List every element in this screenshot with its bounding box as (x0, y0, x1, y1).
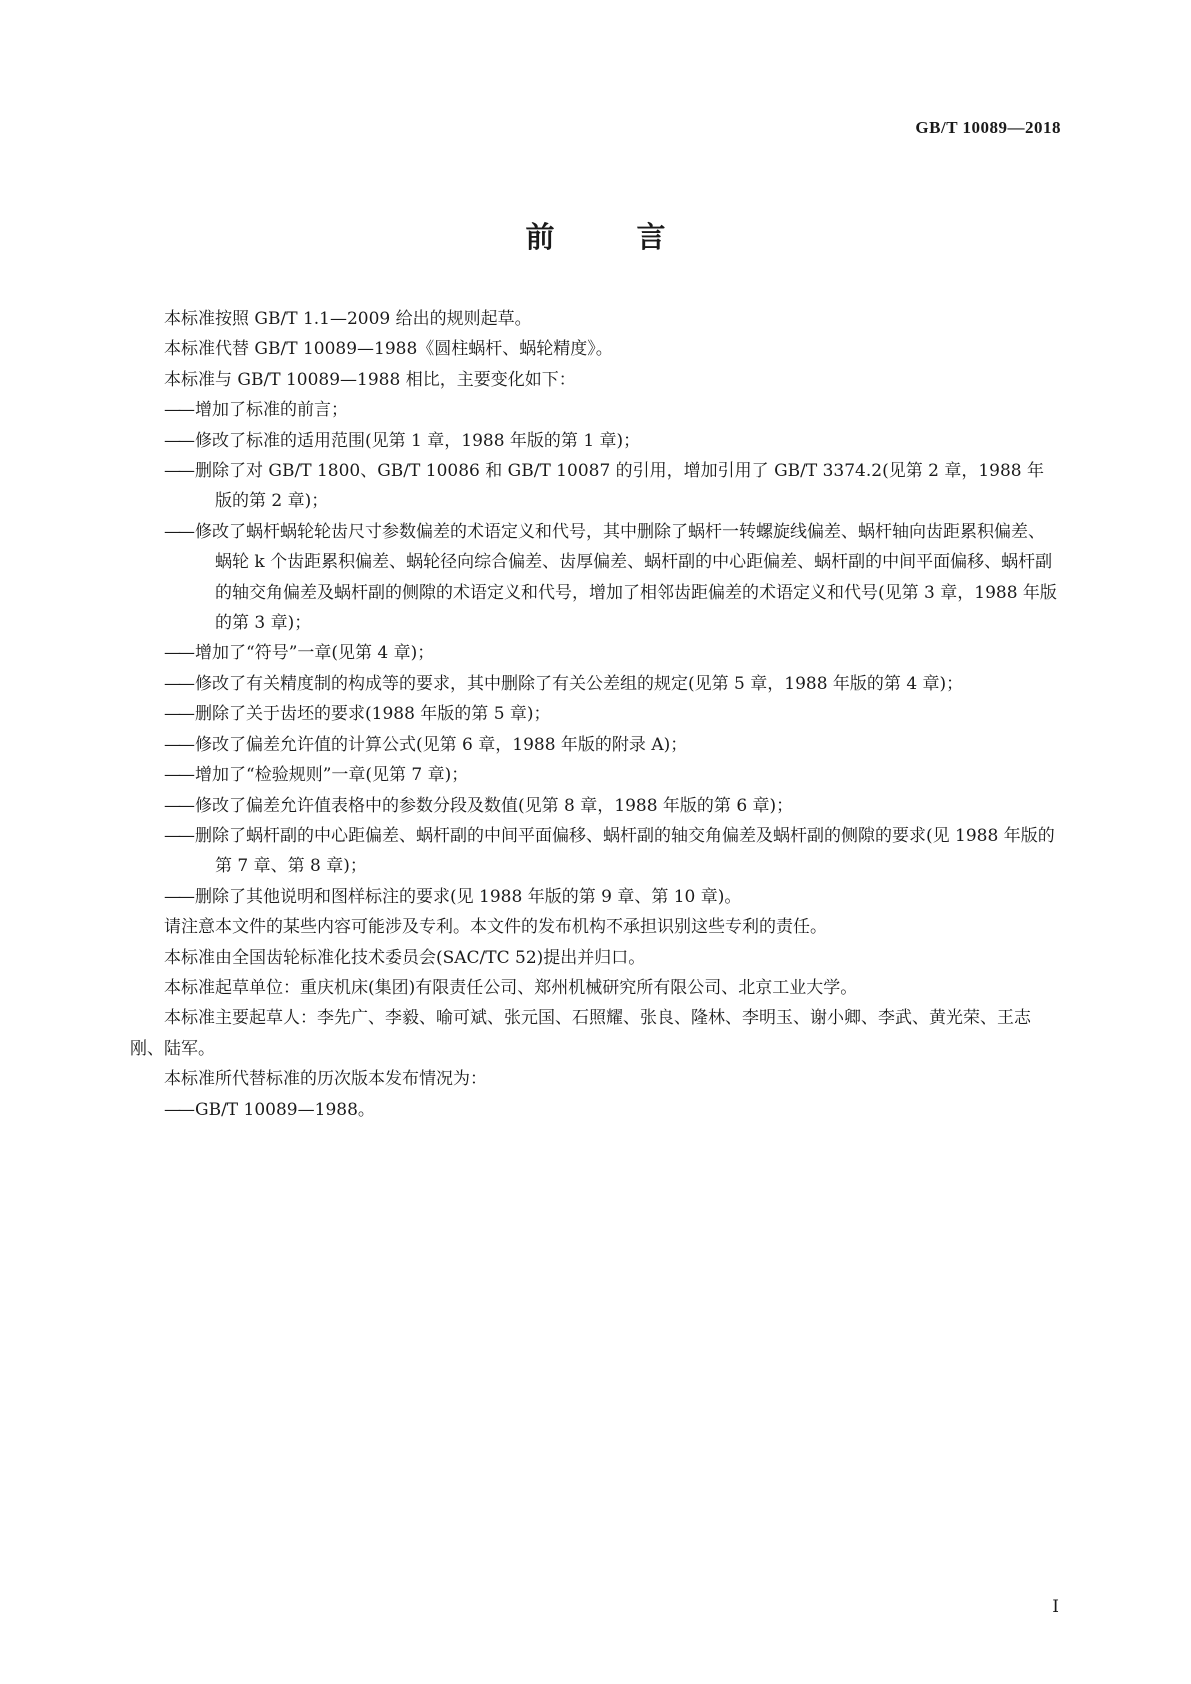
list-item-text: 删除了其他说明和图样标注的要求(见 1988 年版的第 9 章、第 10 章)。 (195, 886, 742, 907)
list-item (164, 638, 1060, 668)
dash-marker: —— (164, 765, 192, 786)
list-item (164, 760, 1060, 790)
dash-marker: —— (164, 461, 192, 482)
list-item-text: 修改了标准的适用范围(见第 1 章，1988 年版的第 1 章)； (195, 430, 641, 451)
list-item-text: 修改了有关精度制的构成等的要求，其中删除了有关公差组的规定(见第 5 章，1988 年版的第 4 章)； (195, 673, 964, 694)
list-item (164, 791, 1060, 821)
list-item (164, 730, 1060, 760)
list-item-text: 修改了偏差允许值表格中的参数分段及数值(见第 8 章，1988 年版的第 6 章)； (195, 795, 794, 816)
dash-marker: —— (164, 886, 192, 907)
list-item (164, 517, 1060, 639)
drafting-organizations: 本标准起草单位：重庆机床(集团)有限责任公司、郑州机械研究所有限公司、北京工业大学。 (164, 977, 858, 998)
list-item (164, 669, 1060, 699)
dash-marker: —— (164, 825, 192, 846)
list-item-text: 删除了对 GB/T 1800、GB/T 10086 和 GB/T 10087 的引用，增加引用了 GB/T 3374.2(见第 2 章，1988 年版的第 2 章)； (195, 461, 1045, 512)
list-item (164, 426, 1060, 456)
list-item-text: 删除了蜗杆副的中心距偏差、蜗杆副的中间平面偏移、蜗杆副的轴交角偏差及蜗杆副的侧隙的要求(见 1988 年版的第 7 章、第 8 章)； (195, 825, 1055, 877)
proposer-statement: 本标准由全国齿轮标准化技术委员会(SAC/TC 52)提出并归口。 (164, 947, 646, 968)
paragraph: 本标准与 GB/T 10089—1988 相比，主要变化如下： (164, 369, 576, 390)
dash-marker: —— (164, 400, 192, 421)
standard-number: GB/T 10089—2018 (915, 118, 1061, 137)
list-item-text: 增加了“检验规则”一章(见第 7 章)； (195, 765, 469, 786)
dash-marker: —— (164, 643, 192, 664)
dash-marker: —— (164, 1099, 192, 1120)
dash-marker: —— (164, 430, 192, 451)
history-item (164, 1095, 1060, 1125)
paragraph: 本标准按照 GB/T 1.1—2009 给出的规则起草。 (164, 309, 532, 329)
patent-notice: 请注意本文件的某些内容可能涉及专利。本文件的发布机构不承担识别这些专利的责任。 (164, 917, 827, 938)
list-item-text: 修改了偏差允许值的计算公式(见第 6 章，1988 年版的附录 A)； (195, 734, 688, 755)
paragraph: 本标准代替 GB/T 10089—1988《圆柱蜗杆、蜗轮精度》。 (164, 339, 613, 360)
document-body (130, 304, 1060, 1125)
list-item-text: 修改了蜗杆蜗轮轮齿尺寸参数偏差的术语定义和代号，其中删除了蜗杆一转螺旋线偏差、蜗杆轴向齿距累积偏差、蜗轮 k 个齿距累积偏差、蜗轮径向综合偏差、齿厚偏差、蜗杆副的中心距偏差、蜗杆副的中间平面偏移、蜗杆副的轴交角偏差及蜗杆副的侧隙的术语定义和代号，增加了相邻齿距偏差的术语定义和代号(见第 3 章，1988 年版的第 3 章)； (195, 521, 1057, 634)
page-number: I (1052, 1597, 1059, 1617)
list-item (164, 699, 1060, 729)
dash-marker: —— (164, 521, 192, 542)
dash-marker: —— (164, 704, 192, 725)
list-item (164, 456, 1060, 517)
list-item-text: 删除了关于齿坯的要求(1988 年版的第 5 章)； (195, 704, 551, 725)
dash-marker: —— (164, 734, 192, 755)
list-item (164, 821, 1060, 882)
list-item-text: 增加了“符号”一章(见第 4 章)； (195, 643, 435, 664)
list-item (164, 882, 1060, 912)
list-item-text: 增加了标准的前言； (195, 400, 348, 421)
page-title: 前 言 (525, 220, 702, 254)
dash-marker: —— (164, 795, 192, 816)
history-intro: 本标准所代替标准的历次版本发布情况为： (164, 1069, 487, 1090)
change-list (130, 395, 1060, 912)
dash-marker: —— (164, 673, 192, 694)
history-item-text: GB/T 10089—1988。 (195, 1099, 375, 1120)
drafters: 本标准主要起草人：李先广、李毅、喻可斌、张元国、石照耀、张良、隆林、李明玉、谢小卿、李武、黄光荣、王志刚、陆军。 (130, 1008, 1031, 1059)
list-item (164, 395, 1060, 425)
